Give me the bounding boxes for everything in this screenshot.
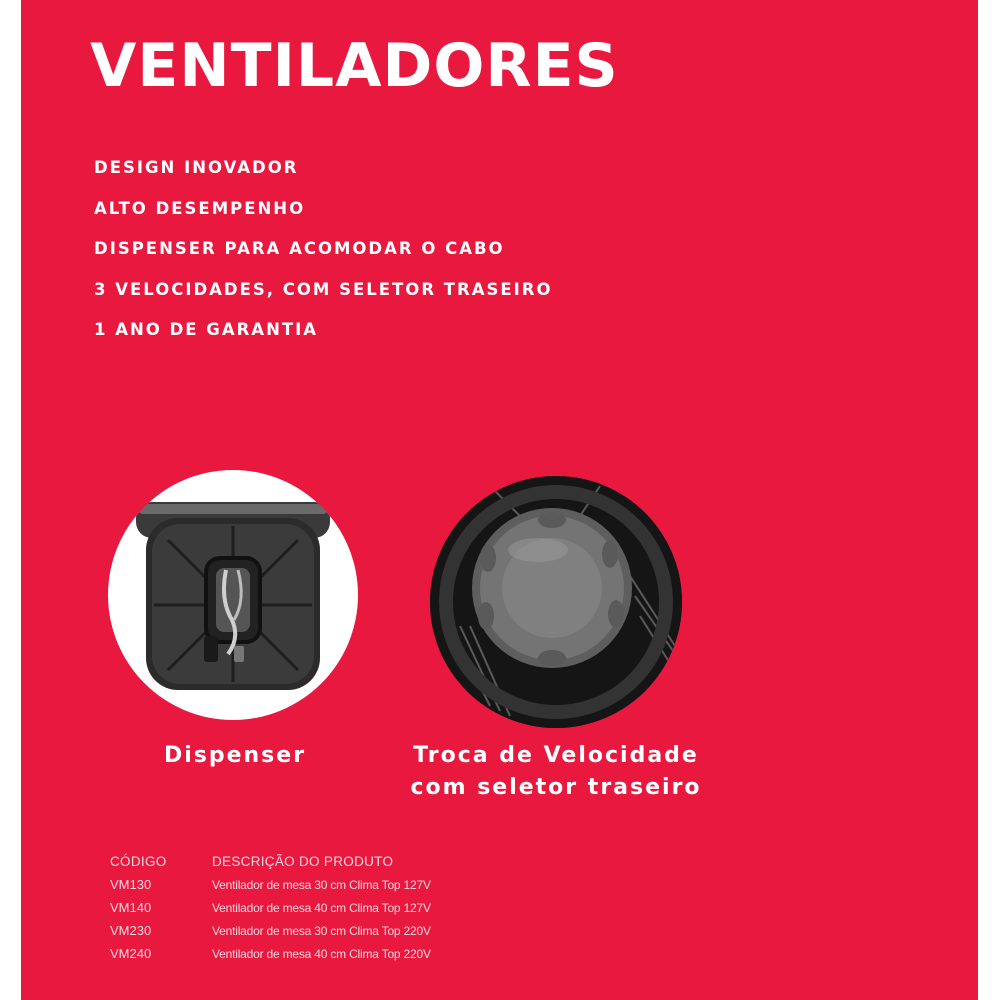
caption-line: com seletor traseiro — [410, 775, 702, 800]
product-code: VM140 — [110, 900, 152, 915]
feature-list — [94, 156, 553, 359]
caption-line: Dispenser — [163, 743, 307, 768]
feature-item: 3 VELOCIDADES, COM SELETOR TRASEIRO — [94, 279, 553, 299]
feature-item: 1 ANO DE GARANTIA — [94, 320, 319, 339]
product-table — [110, 850, 431, 965]
dispenser-caption — [110, 740, 360, 772]
feature-item: DISPENSER PARA ACOMODAR O CABO — [94, 239, 505, 258]
table-row — [110, 919, 431, 942]
product-description: Ventilador de mesa 30 cm Clima Top 220V — [212, 923, 431, 938]
page-title: VENTILADORES — [90, 31, 619, 101]
product-code: VM130 — [110, 877, 152, 892]
table-row — [110, 942, 431, 965]
caption-line: Troca de Velocidade — [413, 743, 699, 768]
feature-item: DESIGN INOVADOR — [94, 158, 299, 177]
table-row — [110, 873, 431, 896]
cable-dispenser-image — [108, 470, 358, 720]
table-header — [110, 850, 431, 873]
product-code: VM240 — [110, 946, 152, 961]
product-description: Ventilador de mesa 30 cm Clima Top 127V — [212, 877, 431, 892]
speed-selector-image — [430, 476, 682, 728]
product-description: Ventilador de mesa 40 cm Clima Top 127V — [212, 900, 431, 915]
table-row — [110, 896, 431, 919]
code-header: CÓDIGO — [110, 854, 167, 869]
speed-selector-illustration — [430, 476, 682, 728]
description-header: DESCRIÇÃO DO PRODUTO — [212, 854, 394, 869]
product-code: VM230 — [110, 923, 152, 938]
dispenser-illustration — [108, 470, 358, 720]
speed-selector-caption — [400, 740, 712, 804]
product-description: Ventilador de mesa 40 cm Clima Top 220V — [212, 946, 431, 961]
feature-item: ALTO DESEMPENHO — [94, 198, 306, 218]
